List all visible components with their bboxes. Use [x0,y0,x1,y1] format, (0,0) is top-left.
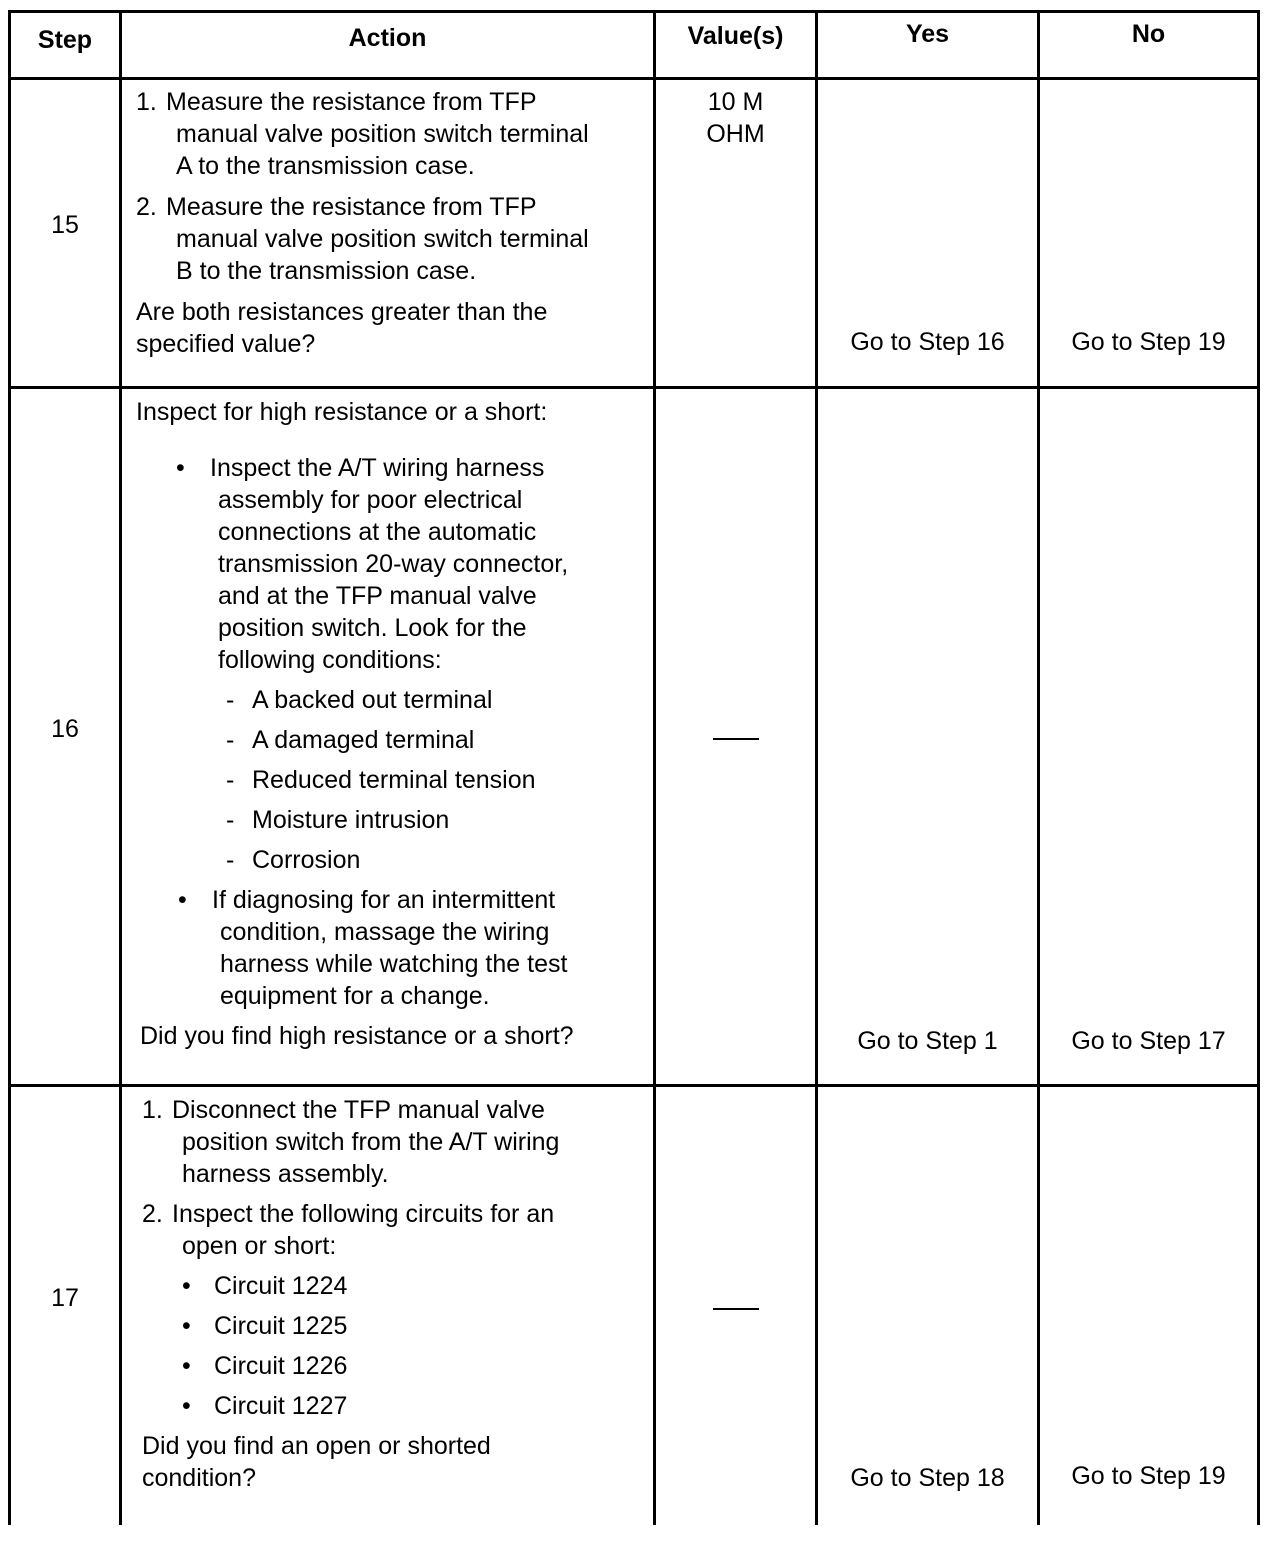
action-16-dash-list [136,684,651,876]
no-17: Go to Step 19 [1071,1462,1226,1490]
dash-item [136,684,651,716]
dash-text: A backed out terminal [252,686,493,714]
bullet-line: and at the TFP manual valve [218,582,537,610]
dash-mark: - [226,726,235,754]
value-17 [656,1292,815,1324]
action-16 [136,396,651,1052]
bullet-line: equipment for a change. [220,982,490,1010]
value-16 [656,722,815,754]
bullet-dot: • [176,454,185,482]
bullet-line: condition, massage the wiring [220,918,550,946]
item-line: B to the transmission case. [176,257,477,285]
action-16-bullet-1 [136,452,651,676]
dash-mark: - [226,686,235,714]
item-number: 1. [136,88,157,116]
action-17-question [142,1430,651,1494]
dash-text: Moisture intrusion [252,806,450,834]
yes-15: Go to Step 16 [850,328,1005,356]
header-yes: Yes [905,20,950,48]
header-action: Action [348,24,427,52]
rule-row15-bottom [8,386,1260,389]
value-line: OHM [706,120,765,148]
bullet-line: connections at the automatic [218,518,537,546]
item-number: 2. [142,1200,163,1228]
item-line: manual valve position switch terminal [176,120,589,148]
dash-item [136,804,651,836]
item-line: Disconnect the TFP manual valve [172,1096,545,1124]
circuit-item [142,1310,651,1342]
action-17 [142,1094,651,1494]
bullet-line: position switch. Look for the [218,614,527,642]
value-line: 10 M [707,88,764,116]
circuit-item [142,1350,651,1382]
question-line: condition? [142,1464,256,1492]
item-line: position switch from the A/T wiring [182,1128,560,1156]
action-16-question: Did you find high resistance or a short? [140,1022,574,1050]
no-15: Go to Step 19 [1071,328,1226,356]
rule-col1 [119,10,122,1525]
action-17-item-1 [142,1094,651,1190]
item-number: 1. [142,1096,163,1124]
yes-17: Go to Step 18 [850,1464,1005,1492]
circuit-text: Circuit 1226 [214,1352,348,1380]
header-step: Step [37,26,93,54]
rule-col4 [1037,10,1040,1525]
em-dash [713,738,759,740]
item-line: Measure the resistance from TFP [166,88,537,116]
rule-header-bottom [8,77,1260,80]
action-15-question [136,296,651,360]
step-17: 17 [51,1284,79,1312]
rule-top [8,10,1260,13]
em-dash [713,1308,759,1310]
action-17-circuits [142,1270,651,1422]
action-15-item-2 [136,191,651,287]
dash-item [136,764,651,796]
dash-mark: - [226,766,235,794]
circuit-text: Circuit 1227 [214,1392,348,1420]
dash-text: Corrosion [252,846,361,874]
item-line: Measure the resistance from TFP [166,193,537,221]
item-line: open or short: [182,1232,337,1260]
action-17-item-2 [142,1198,651,1262]
diagnostic-table [8,10,1260,1525]
dash-text: Reduced terminal tension [252,766,536,794]
rule-row16-bottom [8,1084,1260,1087]
bullet-line: harness while watching the test [220,950,568,978]
dash-text: A damaged terminal [252,726,475,754]
bullet-line: following conditions: [218,646,442,674]
step-15: 15 [51,211,79,239]
step-16: 16 [51,715,79,743]
bullet-line: transmission 20-way connector, [218,550,569,578]
dash-mark: - [226,846,235,874]
item-line: manual valve position switch terminal [176,225,589,253]
circuit-text: Circuit 1225 [214,1312,348,1340]
action-15-item-1 [136,86,651,182]
bullet-line: If diagnosing for an intermittent [212,886,556,914]
bullet-dot: • [182,1392,191,1420]
header-values: Value(s) [687,22,784,50]
action-16-intro: Inspect for high resistance or a short: [136,398,548,426]
bullet-line: assembly for poor electrical [218,486,523,514]
no-16: Go to Step 17 [1071,1027,1226,1055]
bullet-dot: • [178,886,187,914]
header-no: No [1131,20,1166,48]
item-line: harness assembly. [182,1160,389,1188]
circuit-item [142,1390,651,1422]
item-line: Inspect the following circuits for an [172,1200,555,1228]
question-line: specified value? [136,330,316,358]
bullet-dot: • [182,1352,191,1380]
bullet-dot: • [182,1312,191,1340]
rule-col3 [815,10,818,1525]
dash-item [136,724,651,756]
circuit-text: Circuit 1224 [214,1272,348,1300]
yes-16: Go to Step 1 [857,1027,998,1055]
question-line: Did you find an open or shorted [142,1432,491,1460]
action-16-bullet-2 [136,884,651,1012]
dash-item [136,844,651,876]
bullet-dot: • [182,1272,191,1300]
dash-mark: - [226,806,235,834]
rule-right [1257,10,1260,1525]
bullet-line: Inspect the A/T wiring harness [210,454,545,482]
question-line: Are both resistances greater than the [136,298,548,326]
circuit-item [142,1270,651,1302]
item-number: 2. [136,193,157,221]
action-15 [136,86,651,360]
value-15 [656,86,815,150]
item-line: A to the transmission case. [176,152,475,180]
